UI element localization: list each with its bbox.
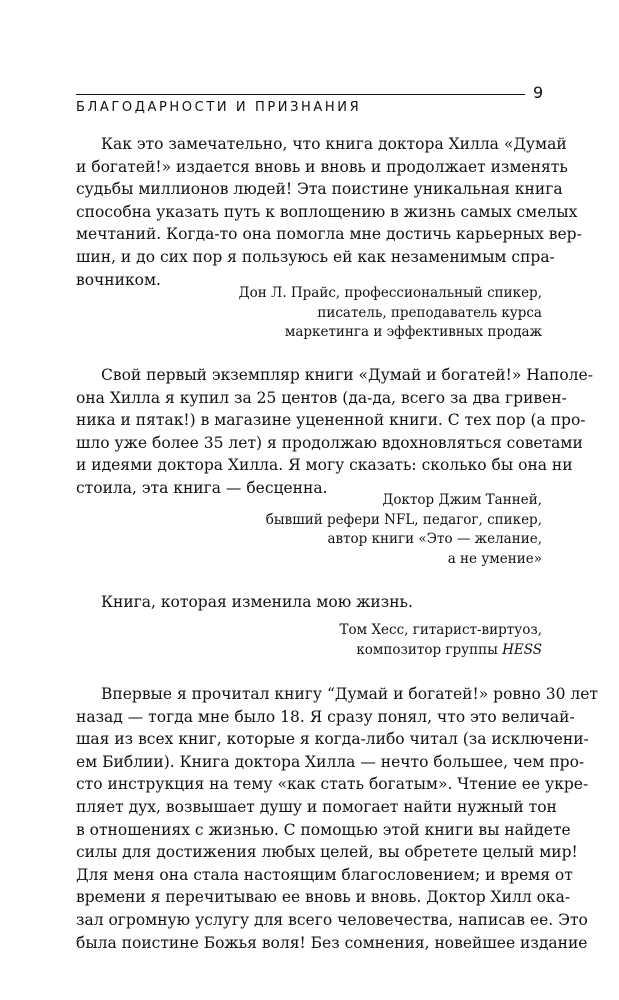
attribution-line: Дон Л. Прайс, профессиональный спикер, — [238, 285, 542, 301]
attribution-line: писатель, преподаватель курса — [317, 304, 542, 321]
attribution-line: Том Хесс, гитарист-виртуоз, — [339, 622, 542, 638]
testimonial-line: ем Библии). Книга доктора Хилла — нечто большее, чем про- — [76, 752, 585, 771]
testimonial-line: способна указать путь к воплощению в жизнь самых смелых — [76, 202, 578, 221]
testimonial-line: зал огромную услугу для всего человечества, написав ее. Это — [76, 910, 588, 929]
attribution-1 — [76, 284, 542, 343]
testimonial-line: Свой первый экземпляр книги «Думай и богатей!» Наполе- — [101, 366, 593, 384]
attribution-line: Доктор Джим Танней, — [382, 492, 542, 508]
band-name: HESS — [502, 641, 542, 658]
testimonial-line: стоила, эта книга — бесценна. — [76, 478, 328, 497]
attribution-3 — [76, 621, 542, 660]
testimonial-line: шин, и до сих пор я пользуюсь ей как незаменимым спра- — [76, 247, 555, 266]
attribution-prefix: композитор группы — [356, 641, 503, 658]
testimonial-line: была поистине Божья воля! Без сомнения, новейшее издание — [76, 933, 588, 952]
testimonial-line: Книга, которая изменила мою жизнь. — [101, 593, 413, 611]
attribution-line — [76, 641, 542, 661]
testimonial-1 — [76, 133, 582, 291]
page-number: 9 — [533, 83, 544, 102]
testimonial-line: времени я перечитываю ее вновь и вновь. Доктор Хилл ока- — [76, 888, 571, 907]
testimonial-line: Для меня она стала настоящим благословением; и время от — [76, 865, 573, 884]
testimonial-line: шая из всех книг, которые я когда-либо читал (за исключени- — [76, 730, 589, 749]
attribution-2 — [76, 491, 542, 569]
testimonial-line: шло уже более 35 лет) я продолжаю вдохновляться советами — [76, 433, 583, 452]
testimonial-line: пляет дух, возвышает душу и помогает найти нужный тон — [76, 797, 557, 816]
section-title: БЛАГОДАРНОСТИ И ПРИЗНАНИЯ — [76, 100, 362, 115]
attribution-line: а не умение» — [447, 550, 542, 567]
attribution-line: маркетинга и эффективных продаж — [284, 324, 542, 340]
header-rule — [76, 94, 525, 95]
testimonial-line: ника и пятак!) в магазине уцененной книги. С тех пор (а про- — [76, 411, 586, 430]
testimonial-line: она Хилла я купил за 25 центов (да-да, всего за два гривен- — [76, 388, 567, 407]
attribution-line: бывший рефери NFL, педагог, спикер, — [265, 511, 542, 528]
testimonial-line: и идеями доктора Хилла. Я могу сказать: сколько бы она ни — [76, 456, 573, 475]
testimonial-line: вочником. — [76, 270, 161, 289]
testimonial-line: Как это замечательно, что книга доктора Хилла «Думай — [101, 135, 567, 153]
testimonial-line: силы для достижения любых целей, вы обретете целый мир! — [76, 843, 578, 862]
testimonial-3 — [76, 591, 542, 614]
testimonial-line: назад — тогда мне было 18. Я сразу понял, что это величай- — [76, 707, 575, 726]
attribution-line: автор книги «Это — желание, — [327, 531, 542, 547]
testimonial-line: мечтаний. Когда-то она помогла мне достичь карьерных вер- — [76, 225, 582, 244]
testimonial-line: Впервые я прочитал книгу “Думай и богатей!» ровно 30 лет — [101, 685, 598, 703]
testimonial-line: сто инструкция на тему «как стать богатым». Чтение ее укре- — [76, 775, 589, 794]
testimonial-line: в отношениях с жизнью. С помощью этой книги вы найдете — [76, 820, 571, 839]
testimonial-line: и богатей!» издается вновь и вновь и продолжает изменять — [76, 157, 568, 176]
testimonial-4 — [76, 683, 598, 954]
testimonial-2 — [76, 364, 593, 500]
testimonial-line: судьбы миллионов людей! Эта поистине уникальная книга — [76, 180, 563, 199]
